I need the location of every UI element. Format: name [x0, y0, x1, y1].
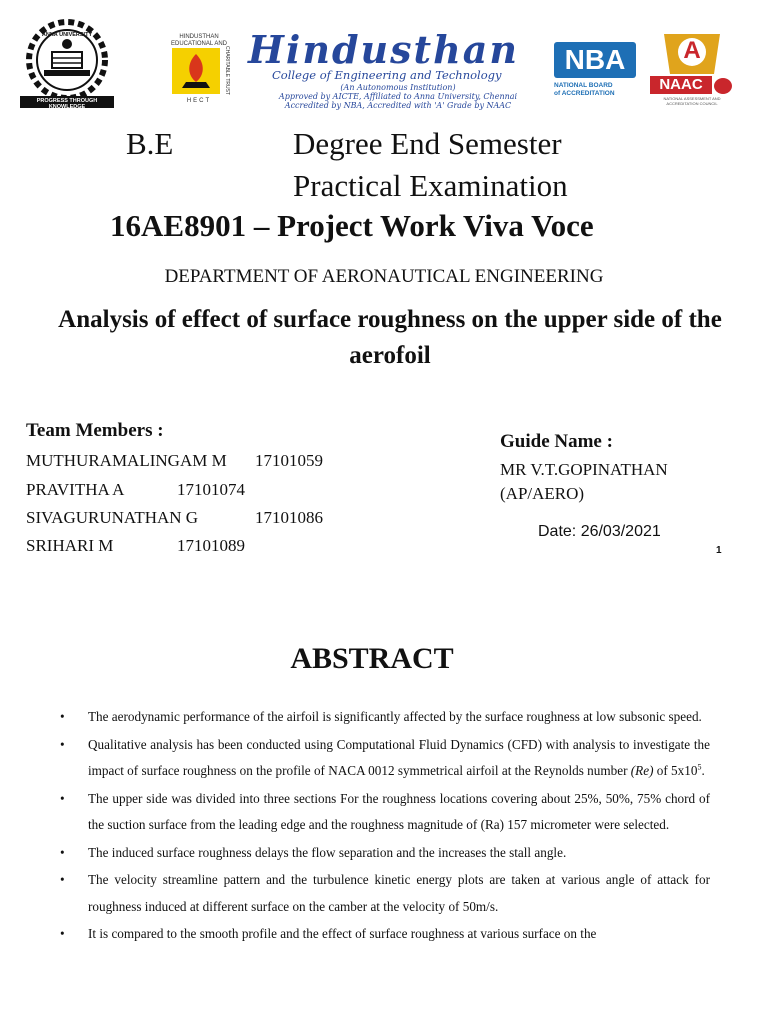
team-member-row: [0, 536, 400, 558]
project-title: Analysis of effect of surface roughness on the upper side of the aerofoil: [58, 306, 722, 369]
abstract-bullet-text: The induced surface roughness delays the flow separation and the increases the stall angle.: [88, 844, 567, 860]
reynolds-value: of 5x10: [656, 763, 698, 778]
anna-logo-motto: PROGRESS THROUGH KNOWLEDGE: [36, 98, 98, 110]
college-banner: [242, 27, 542, 110]
abstract-bullet: [60, 704, 710, 731]
nba-logo-line2: of ACCREDITATION: [554, 90, 615, 97]
presentation-date: Date: 26/03/2021: [538, 523, 661, 540]
nba-logo: [554, 40, 636, 100]
member-name: MUTHURAMALINGAM M: [26, 451, 227, 470]
page-number: 1: [716, 545, 722, 556]
guide-name: MR V.T.GOPINATHAN: [500, 460, 668, 479]
exam-type: Practical Examination: [293, 168, 568, 203]
abstract-bullet-text: It is compared to the smooth profile and the effect of surface roughness at various surface on the: [88, 926, 597, 941]
naac-logo-mark: NAAC: [650, 76, 712, 94]
guide-designation: (AP/AERO): [500, 484, 585, 503]
anna-logo-arc-text: ANNA UNIVERSITY: [41, 32, 93, 38]
hect-logo-top-text: HINDUSTHAN EDUCATIONAL AND: [170, 34, 227, 47]
college-approval: Approved by AICTE, Affiliated to Anna University, Chennai: [278, 92, 518, 101]
abstract-bullet: [60, 921, 710, 948]
member-id: 17101059: [255, 451, 323, 470]
abstract-bullet: [60, 732, 710, 785]
member-name: PRAVITHA A: [26, 480, 125, 499]
naac-logo: [646, 30, 738, 110]
member-id: 17101089: [177, 536, 245, 555]
abstract-bullet: [60, 867, 710, 920]
reynolds-exponent: 5: [697, 762, 702, 772]
abstract-bullet-text: The aerodynamic performance of the airfoil is significantly affected by the surface roughness at low subsonic speed.: [88, 709, 702, 724]
abstract-bullet-text: The velocity streamline pattern and the turbulence kinetic energy plots are taken at various angle of attack for roughness induced at different surface on the camber at the velocity of 50m/s.: [88, 872, 710, 914]
guide-heading: Guide Name :: [500, 431, 613, 452]
nba-logo-mark: NBA: [564, 44, 626, 75]
team-members-heading: Team Members :: [26, 420, 164, 441]
abstract-bullet: [60, 786, 710, 839]
college-accreditation: Accredited by NBA, Accredited with 'A' Grade by NAAC: [284, 101, 512, 110]
naac-grade: A: [683, 37, 701, 64]
member-id: 17101074: [177, 480, 245, 499]
abstract-bullet: [60, 840, 710, 867]
degree-line: Degree End Semester: [293, 126, 562, 161]
college-subtitle: College of Engineering and Technology: [272, 68, 502, 82]
member-id: 17101086: [255, 508, 323, 527]
hect-logo-bottom-text: HECT: [186, 98, 212, 104]
abstract-heading: ABSTRACT: [290, 642, 454, 675]
degree-be: B.E: [126, 126, 174, 161]
hect-logo: [164, 34, 234, 104]
reynolds-symbol: (Re): [630, 763, 654, 778]
bullet-icon: •: [60, 926, 65, 941]
college-status: (An Autonomous Institution): [340, 83, 456, 92]
bullet-icon: •: [60, 790, 65, 806]
abstract-bullet-text: The upper side was divided into three sections For the roughness locations covering about 25%, 50%, 75% chord of the suction surface from the leading edge and the roughness magnitude of (Ra) 157 micrometer were selected.: [88, 790, 710, 832]
team-member-row: [0, 451, 400, 473]
hect-logo-side-text: CHARITABLE TRUST: [224, 46, 230, 95]
reynolds-end: .: [701, 763, 705, 778]
college-name: Hindusthan: [248, 27, 519, 72]
nba-logo-line1: NATIONAL BOARD: [554, 82, 613, 89]
course-title: 16AE8901 – Project Work Viva Voce: [110, 208, 594, 243]
bullet-icon: •: [60, 709, 65, 724]
anna-university-logo: [18, 18, 116, 110]
member-name: SIVAGURUNATHAN G: [26, 508, 199, 527]
team-member-row: [0, 508, 400, 530]
abstract-bullet-text: Qualitative analysis has been conducted using Computational Fluid Dynamics (CFD) with analysis to investigate the impact of surface roughness on the profile of NACA 0012 symmetrical airfoil at the Reynolds number: [88, 736, 710, 778]
abstract-bullet-list: [60, 704, 710, 949]
department-name: DEPARTMENT OF AERONAUTICAL ENGINEERING: [164, 266, 604, 287]
bullet-icon: •: [60, 844, 65, 860]
member-name: SRIHARI M: [26, 536, 114, 555]
naac-emblem-icon: [714, 78, 732, 94]
naac-logo-caption: NATIONAL ASSESSMENT AND ACCREDITATION COUNCIL: [663, 96, 721, 106]
bullet-icon: •: [60, 736, 65, 752]
bullet-icon: •: [60, 872, 65, 887]
team-member-row: [0, 480, 400, 502]
